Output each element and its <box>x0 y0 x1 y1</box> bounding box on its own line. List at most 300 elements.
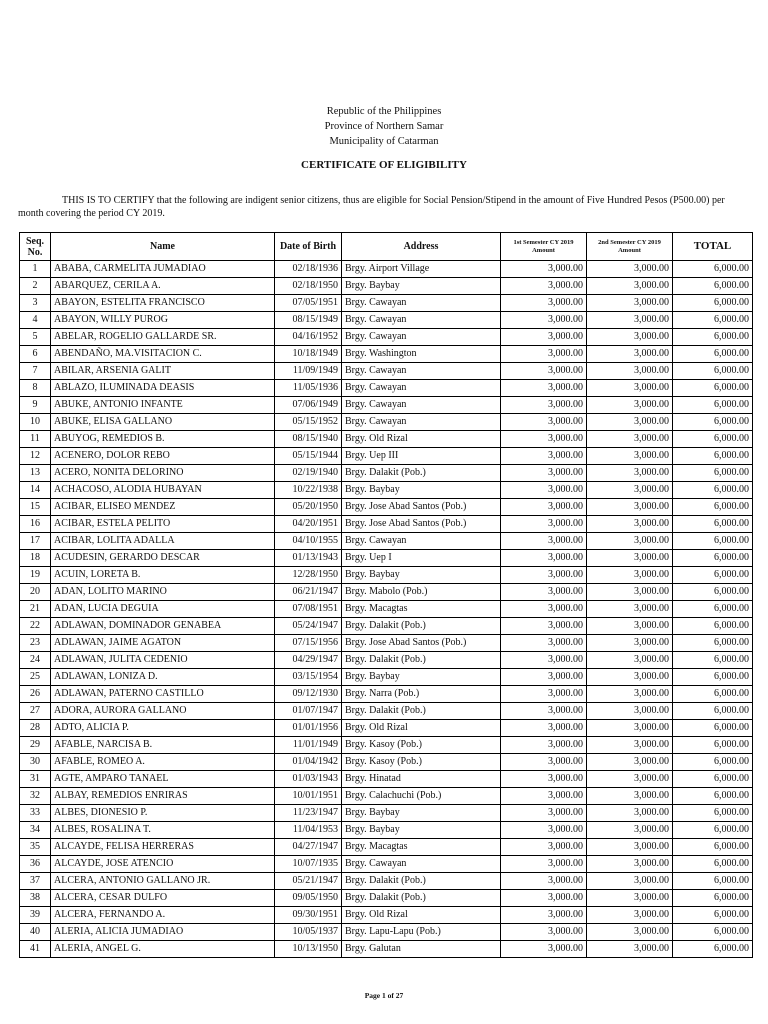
row-seq-number: 16 <box>20 516 51 533</box>
table-row <box>20 805 753 822</box>
row-date-of-birth: 02/18/1950 <box>275 278 342 295</box>
row-total-amount: 6,000.00 <box>673 550 753 567</box>
table-row <box>20 380 753 397</box>
row-sem1-amount: 3,000.00 <box>501 805 587 822</box>
table-row <box>20 652 753 669</box>
table-row <box>20 278 753 295</box>
row-total-amount: 6,000.00 <box>673 720 753 737</box>
row-sem1-amount: 3,000.00 <box>501 686 587 703</box>
row-sem1-amount: 3,000.00 <box>501 261 587 278</box>
row-name: AFABLE, NARCISA B. <box>51 737 275 754</box>
row-seq-number: 24 <box>20 652 51 669</box>
row-sem1-amount: 3,000.00 <box>501 448 587 465</box>
row-date-of-birth: 09/12/1930 <box>275 686 342 703</box>
row-sem2-amount: 3,000.00 <box>587 805 673 822</box>
table-row <box>20 584 753 601</box>
row-sem2-amount: 3,000.00 <box>587 686 673 703</box>
row-address: Brgy. Baybay <box>342 482 501 499</box>
row-seq-number: 26 <box>20 686 51 703</box>
row-total-amount: 6,000.00 <box>673 278 753 295</box>
row-sem1-amount: 3,000.00 <box>501 907 587 924</box>
row-sem2-amount: 3,000.00 <box>587 771 673 788</box>
row-seq-number: 6 <box>20 346 51 363</box>
row-address: Brgy. Jose Abad Santos (Pob.) <box>342 516 501 533</box>
row-total-amount: 6,000.00 <box>673 516 753 533</box>
row-sem1-amount: 3,000.00 <box>501 652 587 669</box>
row-sem1-amount: 3,000.00 <box>501 941 587 958</box>
row-address: Brgy. Kasoy (Pob.) <box>342 754 501 771</box>
row-sem1-amount: 3,000.00 <box>501 771 587 788</box>
row-total-amount: 6,000.00 <box>673 635 753 652</box>
row-name: ADLAWAN, JAIME AGATON <box>51 635 275 652</box>
row-sem2-amount: 3,000.00 <box>587 482 673 499</box>
row-date-of-birth: 04/10/1955 <box>275 533 342 550</box>
row-seq-number: 33 <box>20 805 51 822</box>
row-seq-number: 29 <box>20 737 51 754</box>
row-seq-number: 3 <box>20 295 51 312</box>
table-row <box>20 261 753 278</box>
row-date-of-birth: 05/20/1950 <box>275 499 342 516</box>
row-total-amount: 6,000.00 <box>673 567 753 584</box>
row-address: Brgy. Uep I <box>342 550 501 567</box>
row-total-amount: 6,000.00 <box>673 584 753 601</box>
row-name: ALCERA, CESAR DULFO <box>51 890 275 907</box>
row-sem2-amount: 3,000.00 <box>587 431 673 448</box>
row-seq-number: 31 <box>20 771 51 788</box>
row-total-amount: 6,000.00 <box>673 397 753 414</box>
table-row <box>20 346 753 363</box>
row-address: Brgy. Dalakit (Pob.) <box>342 465 501 482</box>
row-sem2-amount: 3,000.00 <box>587 278 673 295</box>
table-row <box>20 618 753 635</box>
row-address: Brgy. Cawayan <box>342 380 501 397</box>
table-row <box>20 414 753 431</box>
table-row <box>20 907 753 924</box>
row-total-amount: 6,000.00 <box>673 771 753 788</box>
row-total-amount: 6,000.00 <box>673 312 753 329</box>
table-header-row <box>20 233 753 261</box>
table-row <box>20 601 753 618</box>
row-name: ACIBAR, ELISEO MENDEZ <box>51 499 275 516</box>
row-date-of-birth: 11/01/1949 <box>275 737 342 754</box>
col-header-sem2-line1: 2nd Semester CY 2019 <box>598 238 661 246</box>
row-sem1-amount: 3,000.00 <box>501 465 587 482</box>
row-name: ABUYOG, REMEDIOS B. <box>51 431 275 448</box>
beneficiary-table <box>19 232 753 958</box>
row-name: ABARQUEZ, CERILA A. <box>51 278 275 295</box>
row-seq-number: 22 <box>20 618 51 635</box>
col-header-sem2 <box>587 233 673 261</box>
table-row <box>20 431 753 448</box>
table-row <box>20 448 753 465</box>
row-sem2-amount: 3,000.00 <box>587 652 673 669</box>
row-name: ADORA, AURORA GALLANO <box>51 703 275 720</box>
row-seq-number: 23 <box>20 635 51 652</box>
row-date-of-birth: 01/04/1942 <box>275 754 342 771</box>
row-sem1-amount: 3,000.00 <box>501 295 587 312</box>
row-seq-number: 5 <box>20 329 51 346</box>
letterhead <box>0 104 768 149</box>
table-row <box>20 295 753 312</box>
row-date-of-birth: 04/16/1952 <box>275 329 342 346</box>
row-sem2-amount: 3,000.00 <box>587 788 673 805</box>
row-date-of-birth: 02/19/1940 <box>275 465 342 482</box>
row-sem1-amount: 3,000.00 <box>501 601 587 618</box>
row-seq-number: 7 <box>20 363 51 380</box>
row-date-of-birth: 10/05/1937 <box>275 924 342 941</box>
table-row <box>20 329 753 346</box>
row-address: Brgy. Baybay <box>342 278 501 295</box>
table-row <box>20 873 753 890</box>
row-sem1-amount: 3,000.00 <box>501 380 587 397</box>
row-date-of-birth: 11/05/1936 <box>275 380 342 397</box>
row-seq-number: 10 <box>20 414 51 431</box>
row-sem1-amount: 3,000.00 <box>501 431 587 448</box>
row-sem2-amount: 3,000.00 <box>587 873 673 890</box>
row-sem2-amount: 3,000.00 <box>587 941 673 958</box>
row-sem2-amount: 3,000.00 <box>587 822 673 839</box>
row-seq-number: 4 <box>20 312 51 329</box>
row-name: ADLAWAN, JULITA CEDENIO <box>51 652 275 669</box>
row-sem1-amount: 3,000.00 <box>501 533 587 550</box>
table-row <box>20 788 753 805</box>
row-total-amount: 6,000.00 <box>673 856 753 873</box>
row-address: Brgy. Baybay <box>342 805 501 822</box>
row-name: ADLAWAN, PATERNO CASTILLO <box>51 686 275 703</box>
table-row <box>20 482 753 499</box>
row-sem2-amount: 3,000.00 <box>587 465 673 482</box>
row-date-of-birth: 07/06/1949 <box>275 397 342 414</box>
row-address: Brgy. Baybay <box>342 567 501 584</box>
row-total-amount: 6,000.00 <box>673 261 753 278</box>
row-sem2-amount: 3,000.00 <box>587 618 673 635</box>
row-sem2-amount: 3,000.00 <box>587 567 673 584</box>
table-row <box>20 550 753 567</box>
row-sem2-amount: 3,000.00 <box>587 550 673 567</box>
row-name: ACIBAR, LOLITA ADALLA <box>51 533 275 550</box>
row-name: AGTE, AMPARO TANAEL <box>51 771 275 788</box>
row-date-of-birth: 10/22/1938 <box>275 482 342 499</box>
row-sem1-amount: 3,000.00 <box>501 720 587 737</box>
row-sem2-amount: 3,000.00 <box>587 533 673 550</box>
row-sem1-amount: 3,000.00 <box>501 635 587 652</box>
row-date-of-birth: 05/15/1952 <box>275 414 342 431</box>
row-address: Brgy. Cawayan <box>342 363 501 380</box>
row-seq-number: 8 <box>20 380 51 397</box>
row-date-of-birth: 01/01/1956 <box>275 720 342 737</box>
table-row <box>20 890 753 907</box>
row-total-amount: 6,000.00 <box>673 754 753 771</box>
row-seq-number: 13 <box>20 465 51 482</box>
row-date-of-birth: 11/04/1953 <box>275 822 342 839</box>
col-header-dob: Date of Birth <box>275 233 342 261</box>
row-name: ADAN, LUCIA DEGUIA <box>51 601 275 618</box>
col-header-sem1-line1: 1st Semester CY 2019 <box>513 238 574 246</box>
row-address: Brgy. Macagtas <box>342 601 501 618</box>
row-seq-number: 35 <box>20 839 51 856</box>
row-total-amount: 6,000.00 <box>673 380 753 397</box>
row-address: Brgy. Lapu-Lapu (Pob.) <box>342 924 501 941</box>
table-row <box>20 941 753 958</box>
row-address: Brgy. Narra (Pob.) <box>342 686 501 703</box>
row-seq-number: 2 <box>20 278 51 295</box>
row-address: Brgy. Uep III <box>342 448 501 465</box>
row-seq-number: 18 <box>20 550 51 567</box>
row-date-of-birth: 06/21/1947 <box>275 584 342 601</box>
row-address: Brgy. Cawayan <box>342 397 501 414</box>
row-date-of-birth: 07/08/1951 <box>275 601 342 618</box>
row-seq-number: 38 <box>20 890 51 907</box>
row-date-of-birth: 03/15/1954 <box>275 669 342 686</box>
row-sem1-amount: 3,000.00 <box>501 482 587 499</box>
row-total-amount: 6,000.00 <box>673 669 753 686</box>
row-sem1-amount: 3,000.00 <box>501 703 587 720</box>
row-address: Brgy. Hinatad <box>342 771 501 788</box>
row-total-amount: 6,000.00 <box>673 499 753 516</box>
row-sem2-amount: 3,000.00 <box>587 856 673 873</box>
row-seq-number: 17 <box>20 533 51 550</box>
table-row <box>20 720 753 737</box>
row-seq-number: 25 <box>20 669 51 686</box>
row-sem2-amount: 3,000.00 <box>587 720 673 737</box>
row-address: Brgy. Calachuchi (Pob.) <box>342 788 501 805</box>
row-address: Brgy. Old Rizal <box>342 720 501 737</box>
row-name: ABELAR, ROGELIO GALLARDE SR. <box>51 329 275 346</box>
row-sem1-amount: 3,000.00 <box>501 737 587 754</box>
row-seq-number: 27 <box>20 703 51 720</box>
row-sem2-amount: 3,000.00 <box>587 890 673 907</box>
row-total-amount: 6,000.00 <box>673 448 753 465</box>
row-date-of-birth: 10/01/1951 <box>275 788 342 805</box>
page-number: Page 1 of 27 <box>364 991 404 1000</box>
row-seq-number: 21 <box>20 601 51 618</box>
row-address: Brgy. Old Rizal <box>342 431 501 448</box>
table-row <box>20 839 753 856</box>
row-name: ABAYON, ESTELITA FRANCISCO <box>51 295 275 312</box>
row-date-of-birth: 05/24/1947 <box>275 618 342 635</box>
row-sem1-amount: 3,000.00 <box>501 839 587 856</box>
row-address: Brgy. Baybay <box>342 822 501 839</box>
row-date-of-birth: 07/05/1951 <box>275 295 342 312</box>
row-date-of-birth: 04/27/1947 <box>275 839 342 856</box>
row-sem1-amount: 3,000.00 <box>501 822 587 839</box>
row-date-of-birth: 08/15/1949 <box>275 312 342 329</box>
row-seq-number: 36 <box>20 856 51 873</box>
row-sem1-amount: 3,000.00 <box>501 499 587 516</box>
row-date-of-birth: 10/07/1935 <box>275 856 342 873</box>
row-seq-number: 14 <box>20 482 51 499</box>
table-row <box>20 465 753 482</box>
row-sem2-amount: 3,000.00 <box>587 924 673 941</box>
row-sem2-amount: 3,000.00 <box>587 295 673 312</box>
row-sem1-amount: 3,000.00 <box>501 890 587 907</box>
letterhead-line-country: Republic of the Philippines <box>326 106 442 117</box>
row-total-amount: 6,000.00 <box>673 652 753 669</box>
row-total-amount: 6,000.00 <box>673 822 753 839</box>
table-row <box>20 822 753 839</box>
row-total-amount: 6,000.00 <box>673 295 753 312</box>
table-row <box>20 669 753 686</box>
row-sem2-amount: 3,000.00 <box>587 380 673 397</box>
col-header-seq <box>20 233 51 261</box>
col-header-total: TOTAL <box>673 233 753 261</box>
row-sem2-amount: 3,000.00 <box>587 601 673 618</box>
row-sem2-amount: 3,000.00 <box>587 669 673 686</box>
row-total-amount: 6,000.00 <box>673 686 753 703</box>
table-row <box>20 771 753 788</box>
row-total-amount: 6,000.00 <box>673 414 753 431</box>
row-name: ABUKE, ANTONIO INFANTE <box>51 397 275 414</box>
row-sem2-amount: 3,000.00 <box>587 363 673 380</box>
row-name: AFABLE, ROMEO A. <box>51 754 275 771</box>
letterhead-line-municipality: Municipality of Catarman <box>329 136 439 147</box>
row-total-amount: 6,000.00 <box>673 941 753 958</box>
row-seq-number: 1 <box>20 261 51 278</box>
table-row <box>20 567 753 584</box>
row-seq-number: 41 <box>20 941 51 958</box>
row-name: ACHACOSO, ALODIA HUBAYAN <box>51 482 275 499</box>
table-row <box>20 533 753 550</box>
row-name: ALCERA, ANTONIO GALLANO JR. <box>51 873 275 890</box>
row-total-amount: 6,000.00 <box>673 788 753 805</box>
row-name: ABABA, CARMELITA JUMADIAO <box>51 261 275 278</box>
row-sem1-amount: 3,000.00 <box>501 516 587 533</box>
row-sem2-amount: 3,000.00 <box>587 312 673 329</box>
row-sem2-amount: 3,000.00 <box>587 839 673 856</box>
row-total-amount: 6,000.00 <box>673 907 753 924</box>
row-address: Brgy. Macagtas <box>342 839 501 856</box>
row-address: Brgy. Dalakit (Pob.) <box>342 652 501 669</box>
row-total-amount: 6,000.00 <box>673 482 753 499</box>
row-seq-number: 15 <box>20 499 51 516</box>
row-date-of-birth: 01/07/1947 <box>275 703 342 720</box>
row-seq-number: 9 <box>20 397 51 414</box>
row-name: ADLAWAN, LONIZA D. <box>51 669 275 686</box>
row-date-of-birth: 09/30/1951 <box>275 907 342 924</box>
row-seq-number: 20 <box>20 584 51 601</box>
row-total-amount: 6,000.00 <box>673 329 753 346</box>
row-name: ACERO, NONITA DELORINO <box>51 465 275 482</box>
row-name: ABENDAÑO, MA.VISITACION C. <box>51 346 275 363</box>
row-name: ABAYON, WILLY PUROG <box>51 312 275 329</box>
row-date-of-birth: 10/18/1949 <box>275 346 342 363</box>
row-address: Brgy. Cawayan <box>342 295 501 312</box>
row-total-amount: 6,000.00 <box>673 873 753 890</box>
row-seq-number: 28 <box>20 720 51 737</box>
col-header-sem1 <box>501 233 587 261</box>
row-total-amount: 6,000.00 <box>673 924 753 941</box>
row-address: Brgy. Mabolo (Pob.) <box>342 584 501 601</box>
table-row <box>20 686 753 703</box>
row-address: Brgy. Dalakit (Pob.) <box>342 873 501 890</box>
row-seq-number: 11 <box>20 431 51 448</box>
row-total-amount: 6,000.00 <box>673 839 753 856</box>
row-sem2-amount: 3,000.00 <box>587 448 673 465</box>
row-date-of-birth: 04/29/1947 <box>275 652 342 669</box>
row-address: Brgy. Cawayan <box>342 414 501 431</box>
row-seq-number: 34 <box>20 822 51 839</box>
table-body <box>20 261 753 958</box>
row-name: ACENERO, DOLOR REBO <box>51 448 275 465</box>
table-row <box>20 363 753 380</box>
table-row <box>20 516 753 533</box>
row-name: ALCERA, FERNANDO A. <box>51 907 275 924</box>
row-sem1-amount: 3,000.00 <box>501 584 587 601</box>
row-sem1-amount: 3,000.00 <box>501 669 587 686</box>
row-total-amount: 6,000.00 <box>673 890 753 907</box>
row-sem2-amount: 3,000.00 <box>587 703 673 720</box>
row-date-of-birth: 09/05/1950 <box>275 890 342 907</box>
row-name: ALBES, DIONESIO P. <box>51 805 275 822</box>
row-address: Brgy. Galutan <box>342 941 501 958</box>
row-name: ABLAZO, ILUMINADA DEASIS <box>51 380 275 397</box>
row-sem1-amount: 3,000.00 <box>501 346 587 363</box>
table-row <box>20 703 753 720</box>
row-sem2-amount: 3,000.00 <box>587 516 673 533</box>
row-sem1-amount: 3,000.00 <box>501 312 587 329</box>
row-address: Brgy. Jose Abad Santos (Pob.) <box>342 499 501 516</box>
table-row <box>20 635 753 652</box>
row-seq-number: 37 <box>20 873 51 890</box>
row-sem2-amount: 3,000.00 <box>587 737 673 754</box>
row-total-amount: 6,000.00 <box>673 465 753 482</box>
row-address: Brgy. Airport Village <box>342 261 501 278</box>
row-address: Brgy. Jose Abad Santos (Pob.) <box>342 635 501 652</box>
row-date-of-birth: 05/15/1944 <box>275 448 342 465</box>
table-row <box>20 924 753 941</box>
table-row <box>20 312 753 329</box>
row-sem2-amount: 3,000.00 <box>587 499 673 516</box>
row-seq-number: 40 <box>20 924 51 941</box>
row-sem2-amount: 3,000.00 <box>587 397 673 414</box>
row-name: ABILAR, ARSENIA GALIT <box>51 363 275 380</box>
row-name: ALBES, ROSALINA T. <box>51 822 275 839</box>
letterhead-line-province: Province of Northern Samar <box>324 121 444 132</box>
row-sem1-amount: 3,000.00 <box>501 788 587 805</box>
row-total-amount: 6,000.00 <box>673 703 753 720</box>
row-total-amount: 6,000.00 <box>673 618 753 635</box>
row-date-of-birth: 04/20/1951 <box>275 516 342 533</box>
row-sem2-amount: 3,000.00 <box>587 907 673 924</box>
row-sem2-amount: 3,000.00 <box>587 584 673 601</box>
row-total-amount: 6,000.00 <box>673 601 753 618</box>
row-date-of-birth: 07/15/1956 <box>275 635 342 652</box>
row-sem1-amount: 3,000.00 <box>501 567 587 584</box>
row-name: ALBAY, REMEDIOS ENRIRAS <box>51 788 275 805</box>
table-row <box>20 737 753 754</box>
row-sem1-amount: 3,000.00 <box>501 278 587 295</box>
row-date-of-birth: 02/18/1936 <box>275 261 342 278</box>
row-sem1-amount: 3,000.00 <box>501 924 587 941</box>
row-seq-number: 30 <box>20 754 51 771</box>
row-address: Brgy. Old Rizal <box>342 907 501 924</box>
row-name: ALCAYDE, JOSE ATENCIO <box>51 856 275 873</box>
row-seq-number: 12 <box>20 448 51 465</box>
row-name: ADLAWAN, DOMINADOR GENABEA <box>51 618 275 635</box>
row-address: Brgy. Dalakit (Pob.) <box>342 618 501 635</box>
row-sem1-amount: 3,000.00 <box>501 754 587 771</box>
row-date-of-birth: 01/03/1943 <box>275 771 342 788</box>
row-date-of-birth: 11/09/1949 <box>275 363 342 380</box>
row-total-amount: 6,000.00 <box>673 737 753 754</box>
row-address: Brgy. Dalakit (Pob.) <box>342 890 501 907</box>
col-header-sem1-line2: Amount <box>532 246 555 254</box>
row-address: Brgy. Cawayan <box>342 533 501 550</box>
col-header-address: Address <box>342 233 501 261</box>
table-row <box>20 397 753 414</box>
row-address: Brgy. Washington <box>342 346 501 363</box>
row-name: ACIBAR, ESTELA PELITO <box>51 516 275 533</box>
